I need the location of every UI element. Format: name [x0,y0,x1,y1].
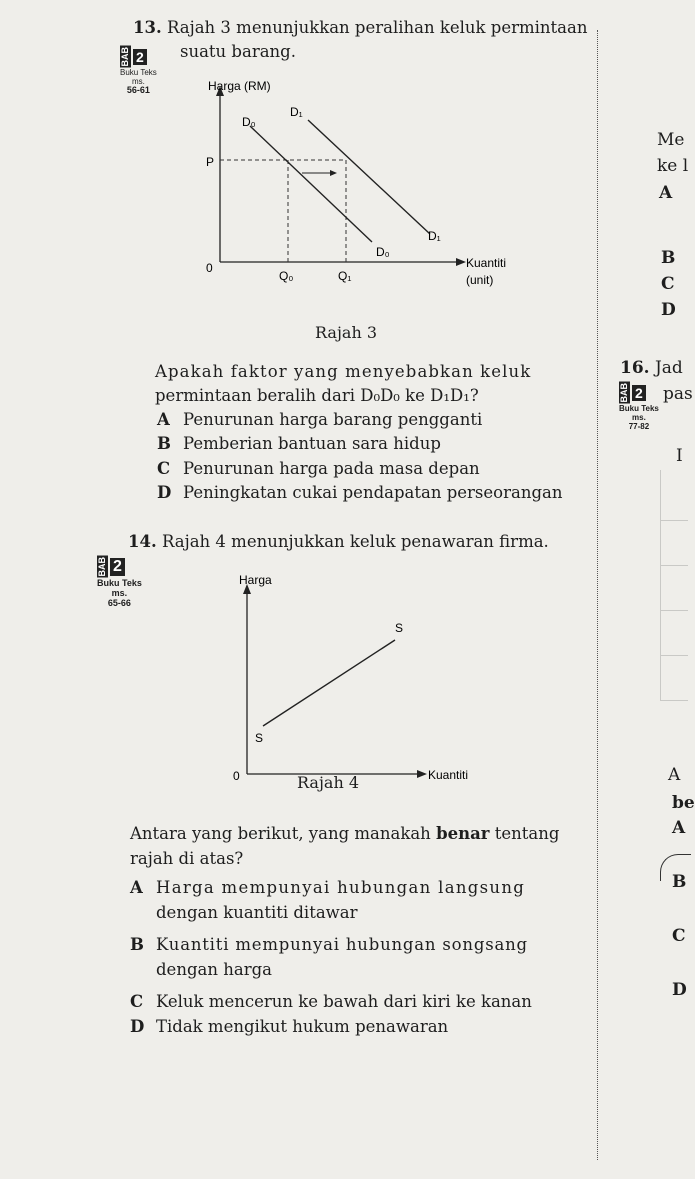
q13-option-a[interactable]: A Penurunan harga barang pengganti [157,410,483,429]
right-q16-bab-ref: Buku Teks ms. 77-82 [619,403,659,431]
figure-caption-rajah-3: Rajah 3 [315,323,378,342]
d1-top-label: D₁ [290,105,303,119]
demand-shift-chart [190,80,530,300]
right-letter-c3: C [672,926,686,946]
right-letter-a1: A [659,183,673,203]
x-axis-arrow [456,258,466,266]
column-divider [597,30,598,1160]
q13-option-d[interactable]: D Peningkatan cukai pendapatan perseorangan [157,483,563,502]
q14-question-line1: Antara yang berikut, yang manakah benar tentang [130,824,560,843]
supply-curve-chart [225,570,495,790]
right-table-vline [660,470,661,700]
q14-option-b-line2: dengan harga [156,960,272,979]
s-bottom-label: S [255,731,264,745]
q14-emphasis-benar: benar [436,824,490,843]
right-q16-line2: pas [663,384,693,404]
right-letter-c1: C [661,274,675,294]
q13-option-c[interactable]: C Penurunan harga pada masa depan [157,459,480,478]
right-table-line-2 [660,565,688,566]
right-letter-b3: B [672,872,687,892]
q13-stem-line2: suatu barang. [180,42,296,61]
right-letter-d3: D [672,980,687,1000]
q13-number: 13. [133,18,162,37]
right-q16-heading: 16. Jad [620,358,683,378]
supply-curve-s [263,640,395,726]
right-table-line-1 [660,520,688,521]
right-letter-b1: B [661,248,676,268]
x-axis-label: Kuantiti [466,256,507,270]
q14-option-d[interactable]: D Tidak mengikut hukum penawaran [130,1017,449,1036]
y-axis-label: Harga [239,573,272,587]
q13-option-b[interactable]: B Pemberian bantuan sara hidup [157,434,441,453]
right-fragment-me: Me [657,130,685,150]
q14-option-c[interactable]: C Keluk mencerun ke bawah dari kiri ke kanan [130,992,532,1011]
figure-caption-rajah-4: Rajah 4 [297,773,360,792]
shift-arrow-head [330,170,337,176]
d1-bottom-label: D₁ [428,229,441,243]
q14-bab-ref: Buku Teks ms. 65-66 [97,577,142,608]
right-table-line-3 [660,610,688,611]
q0-label: Q₀ [279,269,294,283]
right-letter-d1: D [661,300,676,320]
y-axis-label: Harga (RM) [208,79,271,93]
q14-question-line2: rajah di atas? [130,849,244,868]
right-letter-a2: A [668,765,681,785]
origin-label: 0 [233,769,240,783]
q13-bab-ref: Buku Teks ms. 56-61 [120,67,157,95]
q13-question-line1: Apakah faktor yang menyebabkan keluk [155,362,532,381]
q14-bab-badge: BAB 2 Buku Teks ms. 65-66 [97,557,142,608]
q14-number: 14. [128,532,157,551]
right-letter-a3: A [672,818,686,838]
q13-question-line2: permintaan beralih dari D₀D₀ ke D₁D₁? [155,386,479,405]
q14-option-a-line2: dengan kuantiti ditawar [156,903,358,922]
demand-curve-d1 [308,120,430,234]
right-table-line-5 [660,700,688,701]
origin-label: 0 [206,261,213,275]
right-q16-bab-badge: BAB 2 Buku Teks ms. 77-82 [619,383,659,431]
right-fragment-ke: ke l [657,156,689,176]
x-axis-arrow [417,770,427,778]
x-axis-unit: (unit) [466,273,494,287]
right-fragment-i: I [676,446,683,466]
s-top-label: S [395,621,404,635]
d0-top-label: D₀ [242,115,256,129]
q14-option-b[interactable]: B Kuantiti mempunyai hubungan songsang [130,935,528,954]
demand-curve-d0 [250,126,372,242]
q13-stem-line1: 13. Rajah 3 menunjukkan peralihan keluk permintaan [133,18,588,37]
d0-bottom-label: D₀ [376,245,390,259]
right-table-line-4 [660,655,688,656]
q14-option-a[interactable]: A Harga mempunyai hubungan langsung [130,878,526,897]
q13-bab-badge: BAB 2 Buku Teks ms. 56-61 [120,47,157,95]
p-label: P [206,155,215,169]
q14-stem: 14. Rajah 4 menunjukkan keluk penawaran firma. [128,532,549,551]
right-fragment-be: be [672,793,695,813]
x-axis-label: Kuantiti [428,768,469,782]
q1-label: Q₁ [338,269,352,283]
